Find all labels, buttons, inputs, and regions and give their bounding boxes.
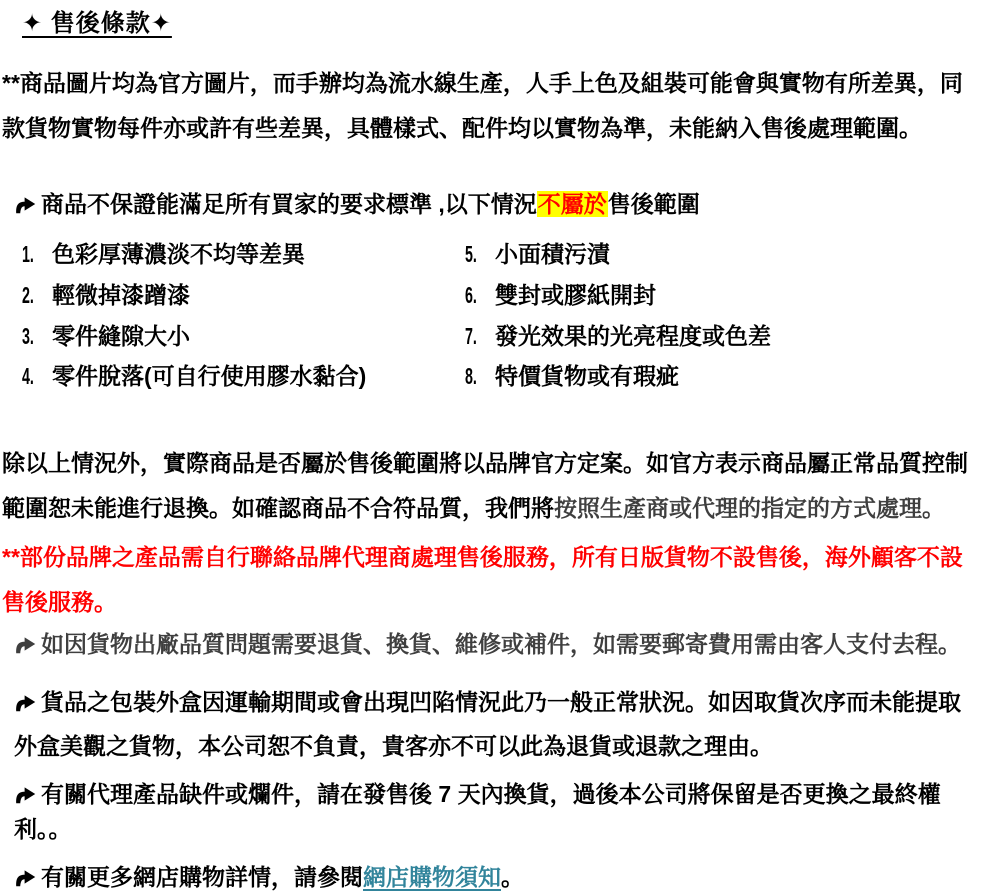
curved-arrow-icon [14,187,37,222]
brand-agent-red-notice: **部份品牌之產品需自行聯絡品牌代理商處理售後服務，所有日版貨物不設售後，海外顧客不設售後服務。 [2,544,963,616]
curved-arrow-icon [14,627,37,662]
more-info-paragraph [14,860,982,895]
official-text-muted: 按照生產商或代理的指定的方式處理。 [554,494,945,521]
official-text-main: 除以上情況外，實際商品是否屬於售後範圍將以品牌官方定案。如官方表示商品屬正常品質控制範圍恕未能進行退換。如確認商品不合符品質，我們將 [2,449,968,521]
more-info-text-pre: 有關更多網店購物詳情，請參閱 [41,864,363,891]
list-item-text: 雙封或膠紙開封 [495,281,656,308]
shipping-cost-paragraph [14,627,982,662]
list-item-text: 零件脫落(可自行使用膠水黏合) [52,363,367,390]
list-item-text: 輕微掉漆蹭漆 [52,281,190,308]
list-item-number: 8. [465,363,477,390]
exclusion-list [22,241,982,390]
exchange-window-paragraph [14,777,982,846]
list-item-text: 特價貨物或有瑕疵 [495,363,679,390]
shipping-text: 如因貨物出廠品質問題需要退貨、換貨、維修或補件，如需要郵寄費用需由客人支付去程。 [41,631,961,658]
list-item [465,363,982,391]
list-item-number: 4. [22,363,34,390]
shop-guide-link[interactable]: 網店購物須知 [363,864,501,891]
packaging-dent-paragraph [14,680,982,770]
list-item [465,241,982,269]
list-item-text: 色彩厚薄濃淡不均等差異 [52,241,305,268]
exchange-text: 有關代理產品缺件或爛件，請在發售後 7 天內換貨，過後本公司將保留是否更換之最終權利。。 [14,781,941,842]
list-item-number: 2. [22,281,34,308]
list-item [465,282,982,310]
list-item [22,363,465,391]
notice-text-post: 售後範圍 [607,190,700,217]
list-item-text: 零件縫隙大小 [52,322,190,349]
list-item-number: 1. [22,241,34,268]
notice-highlight: 不屬於 [537,190,607,217]
list-item-number: 5. [465,241,477,268]
more-info-text-post: 。 [501,864,524,891]
page-title: ✦ 售後條款✦ [22,10,172,37]
list-item [22,282,465,310]
list-item [22,241,465,269]
list-item-text: 發光效果的光亮程度或色差 [495,322,771,349]
curved-arrow-icon [14,860,37,895]
exclusion-notice [14,187,982,222]
notice-text-pre: 商品不保證能滿足所有買家的要求標準 ,以下情況 [41,190,537,217]
intro-paragraph: **商品圖片均為官方圖片，而手辦均為流水線生產，人手上色及組裝可能會與實物有所差異，同款貨物實物每件亦或許有些差異，具體樣式、配件均以實物為準，未能納入售後處理範圍。 [2,70,963,142]
list-item-number: 3. [22,322,34,349]
list-item-number: 7. [465,322,477,349]
list-item [22,323,465,351]
list-item-text: 小面積污漬 [495,241,610,268]
curved-arrow-icon [14,680,37,725]
curved-arrow-icon [14,777,37,812]
official-determination-paragraph [2,441,982,531]
list-item-number: 6. [465,281,477,308]
list-item [465,323,982,351]
packaging-text: 貨品之包裝外盒因運輸期間或會出現凹陷情況此乃一般正常狀況。如因取貨次序而未能提取外盒美觀之貨物，本公司恕不負責，貴客亦不可以此為退貨或退款之理由。 [14,688,961,760]
